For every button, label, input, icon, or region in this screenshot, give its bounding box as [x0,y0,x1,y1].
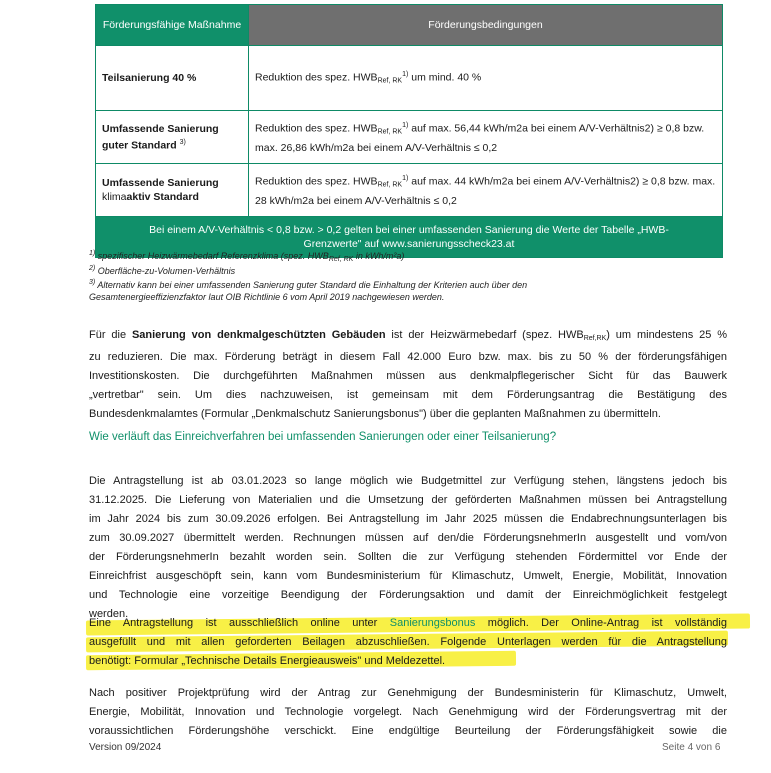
text-run: ist der Heizwärmebedarf (spez. HWB [385,329,584,341]
footnote-3-cont [89,292,444,303]
condition-text: Reduktion des spez. HWB [255,71,378,84]
paragraph-line: Energie, Mobilität, Innovation und Technologie vorgelegt. Nach Genehmigung wird der Förderungsvertrag mit der [89,706,727,718]
condition-sub: Ref, RK [377,128,403,136]
text-run: ) um mindestens 25 % [606,329,727,341]
footnote-3-line2: Gesamtenergieeffizienzfaktor laut OIB Richtlinie 6 vom April 2019 nachgewiesen werden. [89,292,445,302]
condition-cell [249,111,723,164]
measure-cell [96,164,249,217]
measure-label: Umfassende Sanierung [102,177,219,189]
table-row [96,46,723,111]
measure-label-2c: Standard [150,191,199,203]
measure-label-2: guter Standard [102,139,180,152]
paragraph-approval [89,684,727,741]
condition-cell [249,46,723,111]
table-row [96,111,723,164]
measure-label: Umfassende Sanierung [102,122,219,135]
footnote-1-marker: 1) [89,250,96,257]
paragraph-line: und Technologie eine vorzeitige Beendigung der Förderungsaktion und damit der Einreichmöglichkeit festgelegt [89,589,727,601]
condition-text: Reduktion des spez. HWB [255,122,378,135]
condition-text-line2: max. 26,86 kWh/m2a bei einem A/V-Verhältnis ≤ 0,2 [255,142,498,155]
condition-text-rest: um mind. 40 % [408,71,482,84]
table-header-row [96,5,723,46]
condition-text: Reduktion des spez. HWB [255,175,378,188]
paragraph-line: Bundesdenkmalamtes (Formular „Denkmalschutz Sanierungsbonus") über die geplanten Maßnahmen zu übermitteln. [89,408,661,420]
measure-label-2b: aktiv [126,191,151,203]
paragraph-line: im Jahr 2024 bis zum 30.09.2026 erfolgen. Bei Antragstellung im Jahr 2025 müssen die Endabrechnungsunterlagen bis [89,513,727,525]
measure-sup: 3) [179,138,186,146]
condition-sup: 1) [402,71,409,79]
paragraph-line: werden. [89,608,129,620]
funding-table [95,4,723,258]
footnote-2-marker: 2) [89,265,96,272]
measure-cell [96,46,249,111]
paragraph-line: zu reduzieren. Die max. Förderung beträgt in diesem Fall 42.000 Euro bzw. max. bis zu 50 % der förderungsfähigen [89,351,727,363]
condition-sub: Ref, RK [377,181,403,189]
paragraph-line: Einreichfrist ausgeschöpft sein, kann vom Bundesministerium für Klimaschutz, Umwelt, Energie, Mobilität, Innovation [89,570,727,582]
footer-page-number: Seite 4 von 6 [662,742,721,753]
measure-cell [96,111,249,164]
paragraph-line: Die Antragstellung ist ab 03.01.2023 so lange möglich wie Budgetmittel zur Verfügung stehen, längstens jedoch bis [89,475,727,487]
table-header-conditions: Förderungsbedingungen [249,5,723,46]
table-header-measure: Förderungsfähige Maßnahme [96,5,249,46]
footnote-3-line1: Alternativ kann bei einer umfassenden Sanierung guter Standard die Einhaltung der Kriterien auch über den [95,280,528,290]
footer-version: Version 09/2024 [89,742,162,753]
footnote-2 [89,263,235,277]
table-row [96,164,723,217]
condition-text-rest: auf max. 56,44 kWh/m2a bei einem A/V-Verhältnis2) ≥ 0,8 bzw. [408,122,705,135]
footnote-1-end: in kWh/m²a) [353,251,405,261]
paragraph-line: Nach positiver Projektprüfung wird der Antrag zur Genehmigung der Bundesministerin für Klimaschutz, Umwelt, [89,687,727,699]
paragraph-line: benötigt: Formular „Technische Details Energieausweis" und Meldezettel. [89,655,446,667]
paragraph-line [89,326,727,348]
condition-text-rest: auf max. 44 kWh/m2a bei einem A/V-Verhältnis2) ≥ 0,8 bzw. max. [408,175,716,188]
sanierungsbonus-link[interactable]: Sanierungsbonus [389,617,476,629]
table-footer-line2: Grenzwerte" auf www.sanierungsscheck23.at [303,238,515,250]
condition-sub: Ref, RK [377,77,403,85]
footnote-1-text: spezifischer Heizwärmebedarf Referenzklima (spez. HWB [95,251,329,261]
paragraph-line [89,614,727,633]
text-run: Für die [89,329,132,341]
condition-text-line2: 28 kWh/m2a bei einem A/V-Verhältnis ≤ 0,2 [255,195,457,208]
section-heading: Wie verläuft das Einreichverfahren bei umfassenden Sanierungen oder einer Teilsanierung? [89,431,557,443]
measure-label-2a: klima [102,191,127,203]
bold-run: Sanierung von denkmalgeschützten Gebäuden [131,329,386,341]
paragraph-line: „vertretbar" sein. Um dies nachzuweisen, ist gemeinsam mit dem Förderungsantrag die Bestätigung des [89,389,727,401]
paragraph-line: ausgefüllt und mit allen geforderten Beilagen abzuschließen. Folgende Unterlagen werden für die Antragstellung [89,636,727,648]
footnote-3 [89,277,527,291]
condition-sup: 1) [402,121,409,129]
text-run: Eine Antragstellung ist ausschließlich online unter [89,617,390,629]
sub-run: Ref,RK [583,335,607,342]
footnote-2-text: Oberfläche-zu-Volumen-Verhältnis [95,266,236,276]
paragraph-line: der FörderungsnehmerIn bezahlt worden sein. Sollten die zur Verfügung stehenden Fördermittel vor Ende der [89,551,727,563]
paragraph-line: Investitionskosten. Die durchgeführten Maßnahmen müssen aus denkmalpflegerischer Sicht für das Bauwerk [89,370,727,382]
condition-sup: 1) [402,174,409,182]
paragraph-process [89,472,727,624]
paragraph-line: voraussichtlichen Förderungshöhe verschickt. Eine endgültige Beurteilung der Förderungsfähigkeit sowie die [89,725,727,737]
condition-cell [249,164,723,217]
paragraph-line: zum 30.09.2027 übermittelt werden. Rechnungen müssen auf den/die FörderungsnehmerIn ausgestellt und vom/von [89,532,727,544]
paragraph-online [89,614,727,671]
paragraph-monument [89,326,727,424]
footnote-3-marker: 3) [89,279,96,286]
paragraph-line: 31.12.2025. Die Lieferung von Materialien und die Umsetzung der geförderten Maßnahmen müssen bei Antragstellung [89,494,727,506]
table-footer-line1: Bei einem A/V-Verhältnis < 0,8 bzw. > 0,2 gelten bei einer umfassenden Sanierung die Werte der Tabelle „HWB- [149,224,669,236]
text-run: möglich. Der Online-Antrag ist vollständig [475,617,727,629]
measure-label: Teilsanierung 40 % [102,72,197,84]
footnote-1-sub: Ref, RK [328,256,354,263]
